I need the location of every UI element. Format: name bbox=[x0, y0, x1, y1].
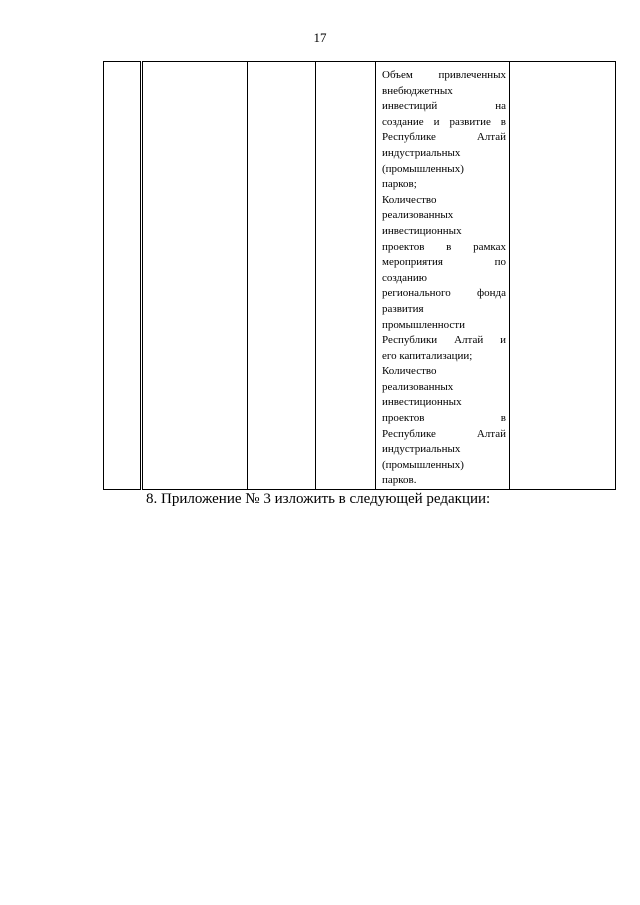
table-cell-indicators bbox=[376, 62, 510, 490]
table-cell-col-3 bbox=[248, 62, 316, 490]
indicator-line: Количество bbox=[382, 365, 437, 378]
indicator-line: Республике Алтай bbox=[382, 427, 506, 440]
indicator-line: индустриальных bbox=[382, 146, 461, 159]
indicator-line: индустриальных bbox=[382, 443, 461, 456]
indicator-line: проектов в bbox=[382, 412, 506, 425]
indicator-line: Республике Алтай bbox=[382, 131, 506, 144]
table-row bbox=[104, 62, 616, 490]
indicator-line: проектов в рамках bbox=[382, 240, 506, 253]
indicator-line: промышленности bbox=[382, 318, 465, 331]
indicator-line: внебюджетных bbox=[382, 84, 453, 97]
indicator-line: инвестиционных bbox=[382, 396, 462, 409]
indicator-line: развития bbox=[382, 302, 424, 315]
indicator-line: инвестиций на bbox=[382, 100, 506, 113]
indicator-line: создание и развитие в bbox=[382, 115, 506, 128]
indicator-line: созданию bbox=[382, 271, 427, 284]
indicator-line: Республики Алтай и bbox=[382, 334, 506, 347]
table-cell-col-1 bbox=[104, 62, 142, 490]
indicator-line: (промышленных) bbox=[382, 162, 464, 175]
table-cell-col-6 bbox=[510, 62, 616, 490]
indicator-line: (промышленных) bbox=[382, 458, 464, 471]
indicator-line: инвестиционных bbox=[382, 224, 462, 237]
indicator-line: парков; bbox=[382, 178, 417, 191]
indicator-line: Количество bbox=[382, 193, 437, 206]
table-cell-col-4 bbox=[316, 62, 376, 490]
indicators-table bbox=[103, 61, 616, 490]
page-number: 17 bbox=[313, 30, 327, 45]
indicator-line: регионального фонда bbox=[382, 287, 506, 300]
indicator-line: реализованных bbox=[382, 209, 454, 222]
indicator-line: его капитализации; bbox=[382, 349, 473, 362]
indicator-line: Объем привлеченных bbox=[382, 69, 506, 81]
table-cell-col-2 bbox=[142, 62, 248, 490]
indicator-text bbox=[376, 62, 509, 489]
indicator-line: реализованных bbox=[382, 380, 454, 393]
indicator-line: парков. bbox=[382, 474, 417, 487]
indicator-line: мероприятия по bbox=[382, 256, 506, 269]
amendment-instruction: 8. Приложение № 3 изложить в следующей редакции: bbox=[146, 491, 491, 507]
